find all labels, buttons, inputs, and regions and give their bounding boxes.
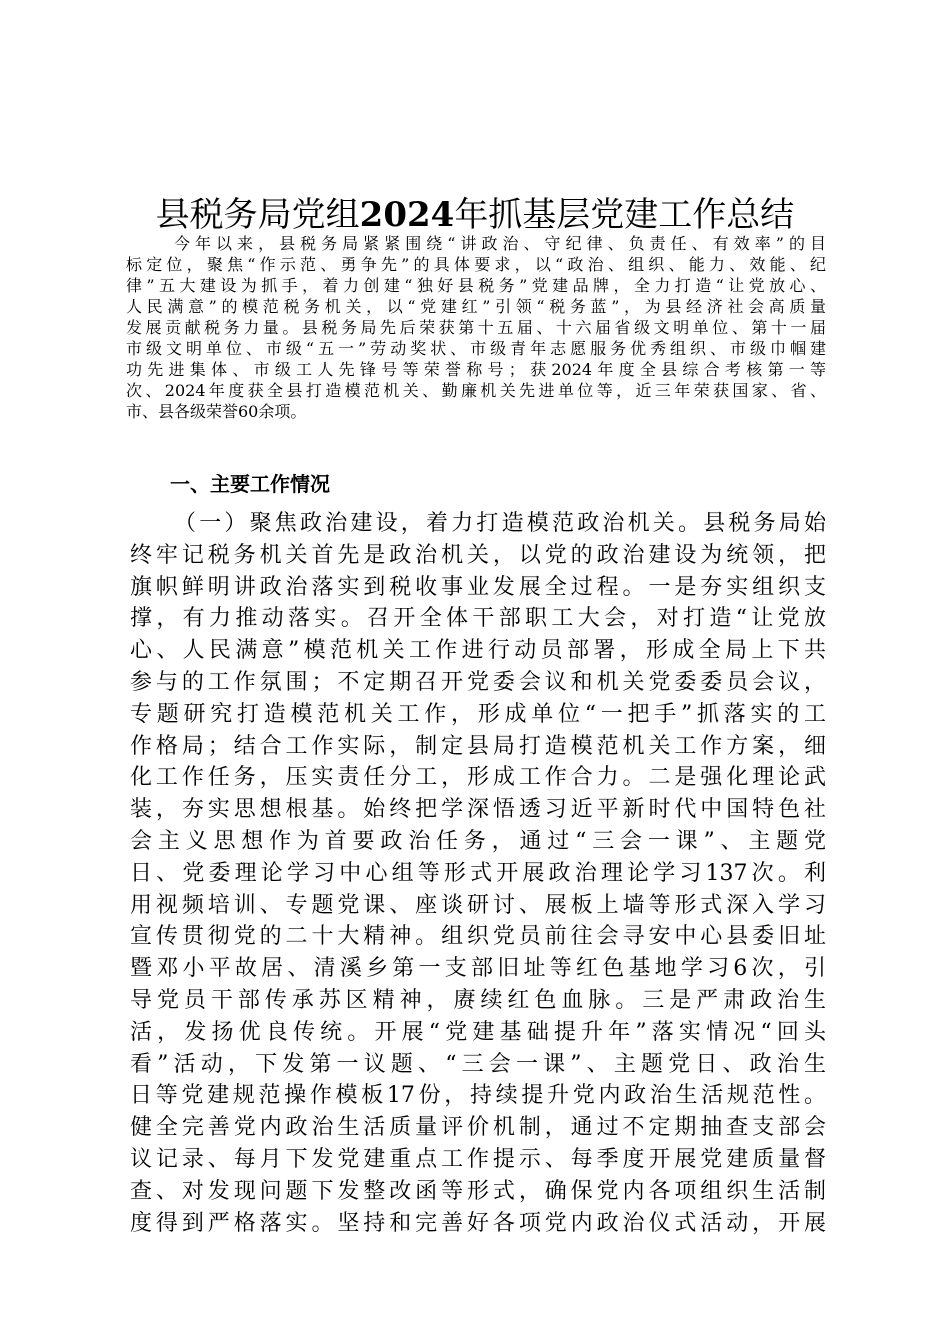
abstract-line: 律”五大建设为抓手，着力创建“独好县税务”党建品牌，全力打造“让党放心、 bbox=[126, 276, 826, 295]
body-line: 看”活动，下发第一议题、“三会一课”、主题党日、政治生 bbox=[130, 1051, 826, 1077]
body-line: 专题研究打造模范机关工作，形成单位“一把手”抓落实的工 bbox=[130, 701, 826, 727]
body-line: 旗帜鲜明讲政治落实到税收事业发展全过程。一是夯实组织支 bbox=[130, 574, 826, 600]
abstract-line: 市级文明单位、市级“五一”劳动奖状、市级青年志愿服务优秀组织、市级巾帼建 bbox=[126, 339, 826, 358]
body-line: 会主义思想作为首要政治任务，通过“三会一课”、主题党 bbox=[130, 828, 826, 854]
body-line: 化工作任务，压实责任分工，形成工作合力。二是强化理论武 bbox=[130, 765, 826, 791]
body-line: 活，发扬优良传统。开展“党建基础提升年”落实情况“回头 bbox=[130, 1019, 826, 1045]
body-line: 宣传贯彻党的二十大精神。组织党员前往会寻安中心县委旧址 bbox=[130, 924, 826, 950]
section-heading: 一、主要工作情况 bbox=[170, 471, 330, 496]
abstract-line: 市、县各级荣誉60余项。 bbox=[126, 402, 307, 421]
body-line: 终牢记税务机关首先是政治机关，以党的政治建设为统领，把 bbox=[130, 542, 826, 568]
body-line: 装，夯实思想根基。始终把学深悟透习近平新时代中国特色社 bbox=[130, 797, 826, 823]
abstract-line: 发展贡献税务力量。县税务局先后荣获第十五届、十六届省级文明单位、第十一届 bbox=[126, 318, 826, 337]
body-line: 导党员干部传承苏区精神，赓续红色血脉。三是严肃政治生 bbox=[130, 987, 826, 1013]
title-year: 2024 bbox=[359, 194, 455, 235]
body-line: 心、人民满意”模范机关工作进行动员部署，形成全局上下共 bbox=[130, 638, 826, 664]
body-line: 暨邓小平故居、清溪乡第一支部旧址等红色基地学习6次，引 bbox=[130, 956, 826, 982]
body-line: 日等党建规范操作模板17份，持续提升党内政治生活规范性。 bbox=[130, 1083, 826, 1109]
body-line: 日、党委理论学习中心组等形式开展政治理论学习137次。利 bbox=[130, 860, 826, 886]
body-line: 作格局；结合工作实际，制定县局打造模范机关工作方案，细 bbox=[130, 733, 826, 759]
title-suffix: 年抓基层党建工作总结 bbox=[454, 194, 795, 235]
body-line: 撑，有力推动落实。召开全体干部职工大会，对打造“让党放 bbox=[130, 606, 826, 632]
body-line: 议记录、每月下发党建重点工作提示、每季度开展党建质量督 bbox=[130, 1146, 826, 1172]
body-line: 度得到严格落实。坚持和完善好各项党内政治仪式活动，开展 bbox=[130, 1210, 826, 1236]
abstract-line: 人民满意”的模范税务机关，以“党建红”引领“税务蓝”，为县经济社会高质量 bbox=[126, 297, 826, 316]
abstract-line: 标定位，聚焦“作示范、勇争先”的具体要求，以“政治、组织、能力、效能、纪 bbox=[126, 255, 826, 274]
body-line: 健全完善党内政治生活质量评价机制，通过不定期抽查支部会 bbox=[130, 1115, 826, 1141]
abstract-line: 今年以来，县税务局紧紧围绕“讲政治、守纪律、负责任、有效率”的目 bbox=[174, 234, 826, 253]
body-line: 用视频培训、专题党课、座谈研讨、展板上墙等形式深入学习 bbox=[130, 892, 826, 918]
body-line: 查、对发现问题下发整改函等形式，确保党内各项组织生活制 bbox=[130, 1178, 826, 1204]
abstract-paragraph bbox=[126, 233, 826, 422]
title-prefix: 县税务局党组 bbox=[155, 194, 360, 235]
body-line: 参与的工作氛围；不定期召开党委会议和机关党委委员会议， bbox=[130, 669, 826, 695]
body-paragraph bbox=[130, 508, 826, 1239]
body-line: （一）聚焦政治建设，着力打造模范政治机关。县税务局始 bbox=[174, 511, 826, 536]
abstract-line: 次、2024年度获全县打造模范机关、勤廉机关先进单位等，近三年荣获国家、省、 bbox=[126, 381, 826, 400]
abstract-line: 功先进集体、市级工人先锋号等荣誉称号；获2024年度全县综合考核第一等 bbox=[126, 360, 826, 379]
